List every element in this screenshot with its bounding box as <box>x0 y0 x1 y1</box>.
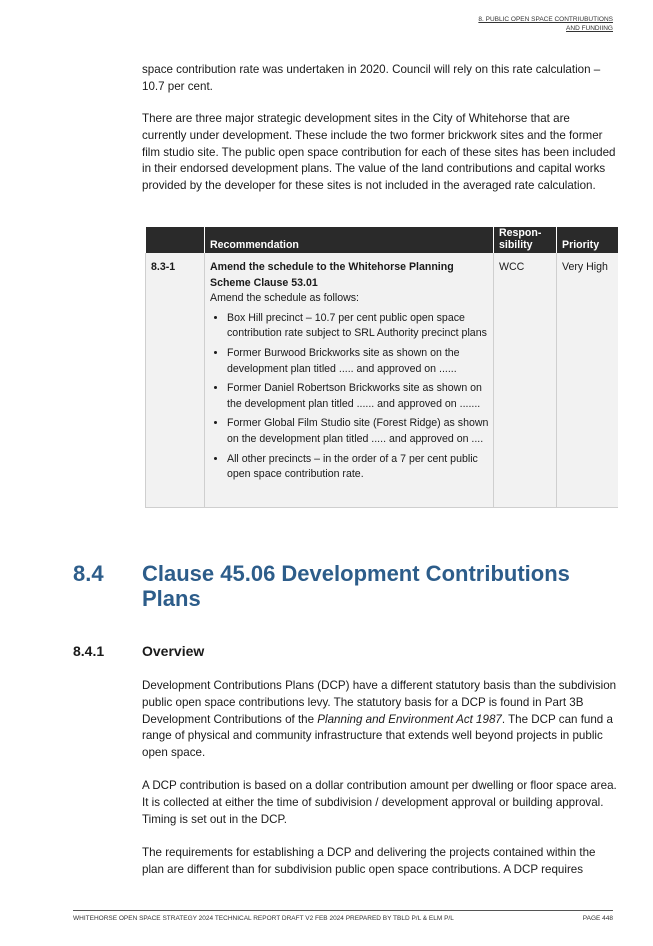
section-number: 8.4 <box>73 561 104 586</box>
header-id <box>146 227 205 253</box>
priority-cell: Very High <box>557 253 618 507</box>
list-item: • Former Burwood Brickworks site as shown on the development plan titled ..... and approved on ...... <box>227 346 489 377</box>
running-header-line-1: 8. PUBLIC OPEN SPACE CONTRIUBUTIONS <box>478 16 613 23</box>
running-header <box>478 15 613 33</box>
list-item: • All other precincts – in the order of a 7 per cent public open space contribution rate. <box>227 452 489 483</box>
header-recommendation: Recommendation <box>205 227 494 253</box>
list-item: • Former Daniel Robertson Brickworks site as shown on the development plan titled ...... and approved on ....... <box>227 381 489 412</box>
paragraph-dcp-basis-part-2: . The DCP can fund a range of physical and community infrastructure that extends well beyond projects in public open space. <box>142 712 613 760</box>
list-item: • Former Global Film Studio site (Forest Ridge) as shown on the development plan titled ..... and approved on .... <box>227 416 489 447</box>
paragraph-dcp-requirements: The requirements for establishing a DCP and delivering the projects contained within the plan are different than for subdivision public open space contributions. A DCP requires <box>142 846 596 876</box>
recommendation-table <box>145 227 618 508</box>
recommendation-id: 8.3-1 <box>146 253 205 507</box>
subsection-number: 8.4.1 <box>73 643 105 659</box>
recommendation-intro: Amend the schedule as follows: <box>210 292 359 305</box>
running-header-line-2: AND FUNDIING <box>566 25 613 32</box>
header-responsibility: Respon-sibility <box>494 227 557 253</box>
paragraph-dcp-basis-part-1: Development Contributions Plans (DCP) have a different statutory basis than the subdivision public open space contributions levy. The statutory basis for a DCP is found in Part 3B Development Contributions of the <box>142 679 617 726</box>
paragraph-dcp-basis <box>142 678 617 762</box>
subsection-title: Overview <box>142 643 205 659</box>
header-priority: Priority <box>557 227 618 253</box>
section-title: Clause 45.06 Development Contributions Plans <box>142 561 570 611</box>
recommendation-title: Amend the schedule to the Whitehorse Planning Scheme Clause 53.01 <box>210 261 454 289</box>
paragraph-dcp-contribution: A DCP contribution is based on a dollar contribution amount per dwelling or floor space area. It is collected at either the time of subdivision / development approval or building approval. Timing is set out in the DCP. <box>142 779 617 826</box>
act-title: Planning and Environment Act 1987 <box>317 712 502 726</box>
paragraph-rate-calculation: space contribution rate was undertaken in 2020. Council will rely on this rate calculation – 10.7 per cent. <box>142 63 601 93</box>
table-header-row <box>146 227 618 253</box>
responsibility-cell: WCC <box>494 253 557 507</box>
footer-page-number: PAGE 448 <box>582 915 613 922</box>
recommendation-cell <box>205 253 494 507</box>
paragraph-strategic-sites: There are three major strategic development sites in the City of Whitehorse that are currently under development. These include the two former brickwork sites and the former film studio site. The public open space contribution for each of these sites has been included in their endorsed development plans. The value of the land contributions and capital works provided by the developer for these sites is not included in the averaged rate calculation. <box>142 112 616 193</box>
page-footer <box>73 910 613 922</box>
table-row <box>146 253 618 507</box>
recommendation-list <box>210 311 489 483</box>
footer-document-title: WHITEHORSE OPEN SPACE STRATEGY 2024 TECHNICAL REPORT DRAFT V2 FEB 2024 PREPARED BY TBLD P/L & ELM P/L <box>73 915 454 922</box>
list-item: • Box Hill precinct – 10.7 per cent public open space contribution rate subject to SRL Authority precinct plans <box>227 311 489 342</box>
